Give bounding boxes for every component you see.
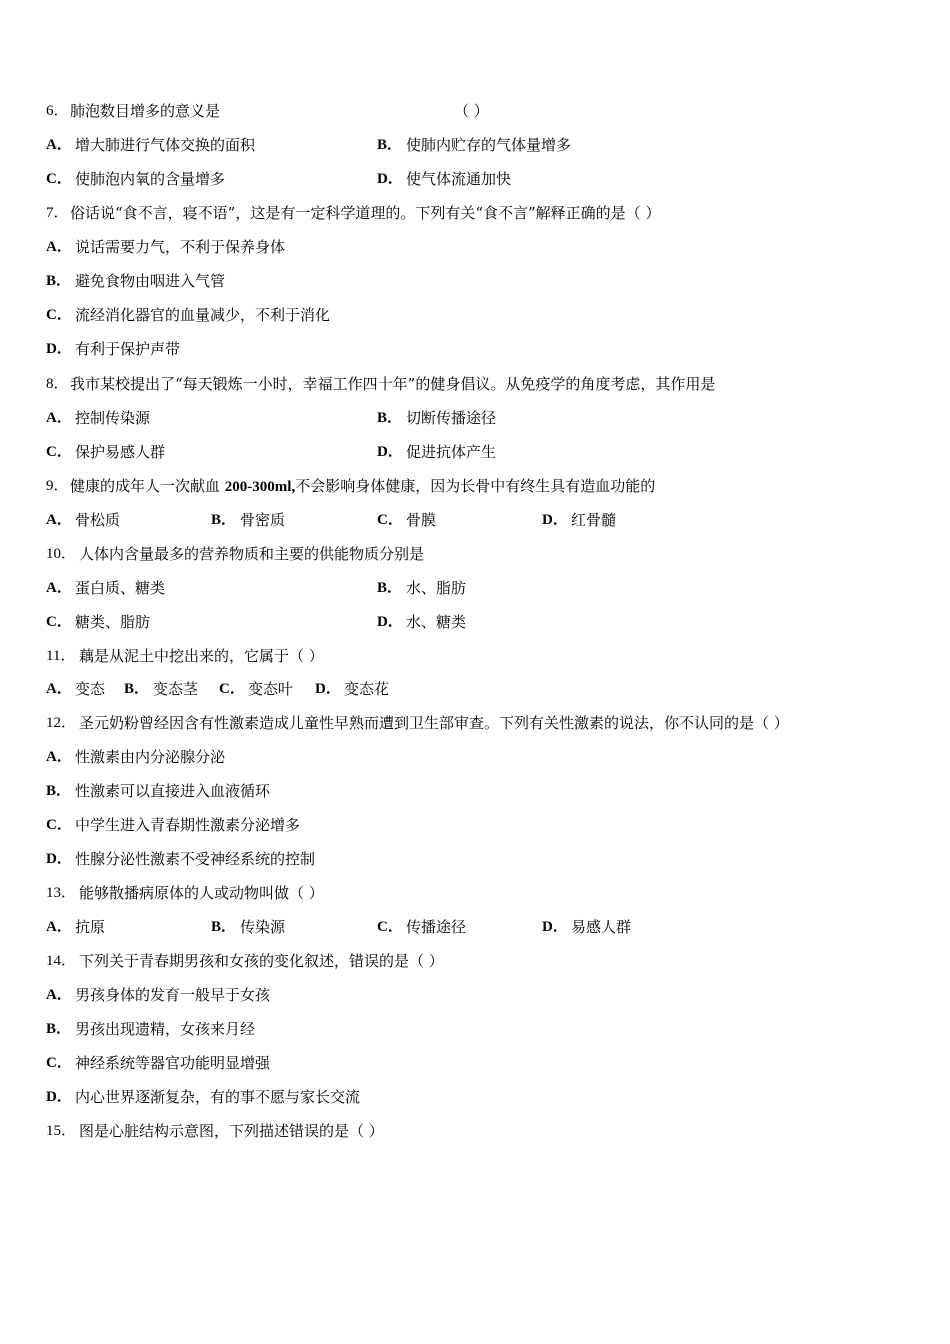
option-text: 避免食物由咽进入气管 [75,272,226,290]
option-text: 中学生进入青春期性激素分泌增多 [75,816,301,834]
option-text: 糖类、脂肪 [75,613,151,631]
option-text: 性激素可以直接进入血液循环 [75,782,271,800]
question-text-part: 健康的成年人一次献血 [70,477,225,495]
question-text: 我市某校提出了“每天锻炼一小时，幸福工作四十年”的健身倡议。从免疫学的角度考虑，其作用是 [70,375,716,393]
option-label: C． [46,444,72,460]
option-label: B． [46,273,72,289]
question-text-bold-part: 200-300ml, [224,479,296,495]
option-label: B． [377,580,403,596]
option-text: 变态茎 [153,680,199,698]
question-number: 10． [46,546,77,562]
question-text-part: 不会影响身体健康，因为长骨中有终生具有造血功能的 [295,477,656,495]
option-text: 变态叶 [248,680,294,698]
option-text: 男孩身体的发育一般早于女孩 [75,986,271,1004]
question-number: 15． [46,1123,77,1139]
option-text: 控制传染源 [75,409,151,427]
option-label: A． [46,512,72,528]
option-text: 传染源 [240,918,286,936]
option-label: D． [377,171,403,187]
option-text: 水、脂肪 [406,579,467,597]
option-text: 增大肺进行气体交换的面积 [75,136,256,154]
question-number: 12． [46,715,77,731]
question-number: 6． [46,103,69,119]
option-text: 说话需要力气，不利于保养身体 [75,238,286,256]
option-text: 水、糖类 [406,613,467,631]
option-label: A． [46,410,72,426]
option-text: 切断传播途径 [406,409,497,427]
option-text: 使肺内贮存的气体量增多 [406,136,572,154]
option-label: A． [46,137,72,153]
option-label: D． [46,1089,72,1105]
option-label: B． [377,137,403,153]
option-label: D． [46,341,72,357]
option-text: 传播途径 [406,918,467,936]
question-text: 圣元奶粉曾经因含有性激素造成儿童性早熟而遭到卫生部审查。下列有关性激素的说法，你不认同的是（ ） [79,714,789,732]
option-text: 使肺泡内氧的含量增多 [75,170,226,188]
option-label: D． [377,444,403,460]
option-label: B． [211,919,237,935]
question-text: 能够散播病原体的人或动物叫做（ ） [79,884,324,902]
option-text: 性激素由内分泌腺分泌 [75,748,226,766]
option-text: 变态花 [344,680,390,698]
option-label: C． [46,1055,72,1071]
question-text: 图是心脏结构示意图，下列描述错误的是（ ） [79,1122,384,1140]
option-label: A． [46,987,72,1003]
option-label: A． [46,749,72,765]
question-text [70,475,655,498]
option-label: C． [46,171,72,187]
option-label: C． [377,512,403,528]
question-number: 8． [46,376,69,392]
option-label: B． [211,512,237,528]
question-text: 俗话说“食不言，寝不语”，这是有一定科学道理的。下列有关“食不言”解释正确的是（ ） [70,204,661,222]
option-text: 骨松质 [75,511,121,529]
option-label: B． [124,681,150,697]
question-text: 藕是从泥土中挖出来的，它属于（ ） [79,647,324,665]
question-number: 13． [46,885,77,901]
option-label: D． [542,512,568,528]
option-text: 神经系统等器官功能明显增强 [75,1054,271,1072]
option-text: 红骨髓 [571,511,617,529]
option-label: C． [46,614,72,630]
option-text: 有利于保护声带 [75,340,181,358]
question-text: 下列关于青春期男孩和女孩的变化叙述，错误的是（ ） [79,952,444,970]
option-text: 骨膜 [406,511,437,529]
option-text: 保护易感人群 [75,443,166,461]
option-label: B． [377,410,403,426]
option-label: D． [542,919,568,935]
option-text: 易感人群 [571,918,632,936]
question-text: 肺泡数目增多的意义是 [70,102,221,120]
option-label: B． [46,1021,72,1037]
question-number: 14． [46,953,77,969]
question-number: 9． [46,478,69,494]
option-label: D． [315,681,341,697]
answer-bracket: （ ） [454,102,489,120]
option-label: D． [377,614,403,630]
option-text: 抗原 [75,918,106,936]
option-text: 使气体流通加快 [406,170,512,188]
option-text: 性腺分泌性激素不受神经系统的控制 [75,850,316,868]
question-number: 11． [46,648,76,664]
option-label: B． [46,783,72,799]
option-label: C． [46,817,72,833]
option-text: 变态 [75,680,106,698]
option-label: A． [46,239,72,255]
option-text: 骨密质 [240,511,286,529]
option-label: A． [46,580,72,596]
option-text: 男孩出现遗精，女孩来月经 [75,1020,256,1038]
option-label: D． [46,851,72,867]
question-number: 7． [46,205,69,221]
option-label: C． [377,919,403,935]
option-text: 流经消化器官的血量减少，不利于消化 [75,306,331,324]
option-text: 促进抗体产生 [406,443,497,461]
option-label: A． [46,681,72,697]
option-text: 蛋白质、糖类 [75,579,166,597]
option-label: C． [219,681,245,697]
question-text: 人体内含量最多的营养物质和主要的供能物质分别是 [79,545,425,563]
option-label: A． [46,919,72,935]
option-label: C． [46,307,72,323]
option-text: 内心世界逐渐复杂，有的事不愿与家长交流 [75,1088,361,1106]
